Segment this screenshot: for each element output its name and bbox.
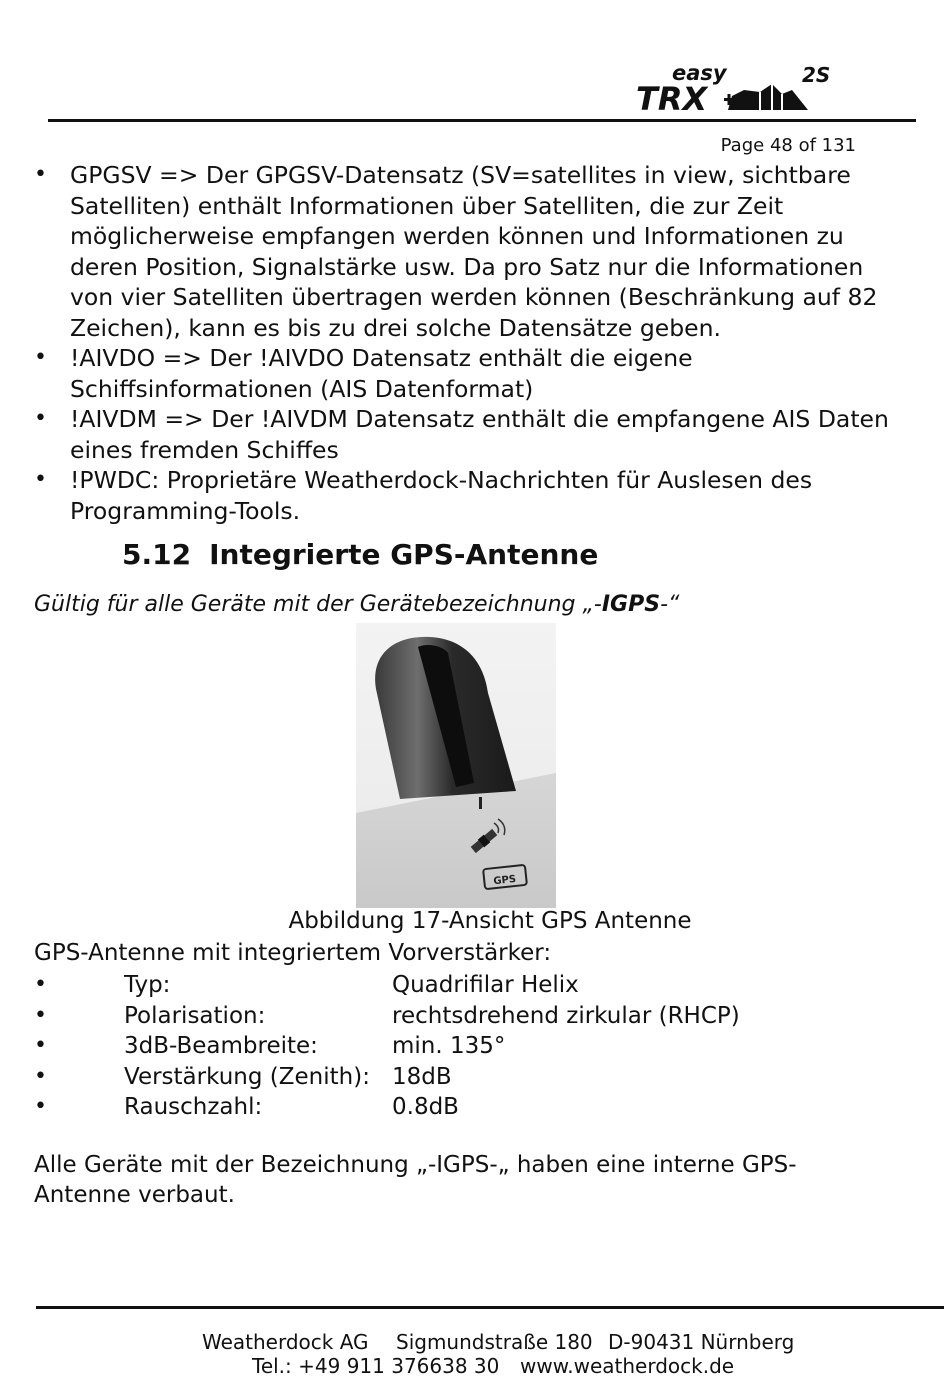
footer-address — [202, 1330, 794, 1354]
figure-caption: Abbildung 17-Ansicht GPS Antenne — [288, 908, 692, 934]
logo-2s-text: 2S — [802, 63, 831, 87]
gps-antenna-photo — [356, 623, 556, 908]
bullet-icon: • — [34, 1063, 47, 1089]
validity-note-code: IGPS — [601, 592, 661, 617]
footer-company: Weatherdock AG — [202, 1330, 369, 1354]
list-item: • !PWDC: Proprietäre Weatherdock-Nachrichten für Auslesen des Programming-Tools. — [34, 465, 894, 526]
validity-note — [34, 592, 679, 617]
internal-antenna-note: Alle Geräte mit der Bezeichnung „-IGPS-„ haben eine interne GPS-Antenne verbaut. — [34, 1152, 797, 1208]
bullet-icon: • — [34, 1033, 47, 1058]
spec-intro: GPS-Antenne mit integriertem Vorverstärker: — [34, 940, 552, 966]
footer-contact — [252, 1354, 734, 1378]
list-item: • !AIVDM => Der !AIVDM Datensatz enthält die empfangene AIS Daten eines fremden Schiffes — [34, 404, 894, 465]
list-item: • !AIVDO => Der !AIVDO Datensatz enthält die eigene Schiffsinformationen (AIS Datenformat) — [34, 343, 894, 404]
logo-easy-text: easy — [672, 61, 727, 85]
bullet-icon: • — [34, 1094, 47, 1119]
section-number: 5.12 — [122, 538, 192, 571]
list-item: • GPGSV => Der GPGSV-Datensatz (SV=satellites in view, sichtbare Satelliten) enthält Informationen über Satelliten, die zur Zeit möglicherweise empfangen werden können und Informationen zu deren Position, Signalstärke usw. Da pro Satz nur die Informationen von vier Satelliten übertragen werden können (Beschränkung auf 82 Zeichen), kann es bis zu drei solche Datensätze geben. — [34, 160, 894, 343]
logo-sail-icon — [724, 84, 808, 110]
spec-value: 18dB — [392, 1063, 452, 1090]
easy-trx-logo — [632, 60, 846, 116]
spec-label: 3dB-Beambreite: — [124, 1033, 318, 1059]
gps-badge-label: GPS — [492, 873, 517, 888]
spec-value: rechtsdrehend zirkular (RHCP) — [392, 1002, 740, 1029]
bullet-icon: • — [34, 1002, 47, 1028]
spec-label: Typ: — [124, 972, 171, 998]
page-number: Page 48 of 131 — [720, 135, 856, 156]
section-title: Integrierte GPS-Antenne — [209, 538, 599, 571]
spec-label: Verstärkung (Zenith): — [124, 1063, 370, 1090]
footer-divider — [36, 1306, 944, 1309]
spec-value: Quadrifilar Helix — [392, 972, 579, 998]
nmea-sentence-list — [34, 160, 894, 526]
bullet-icon: • — [34, 972, 47, 997]
logo-trx-text: TRX — [636, 80, 708, 116]
spec-label: Polarisation: — [124, 1002, 266, 1029]
spec-value: 0.8dB — [392, 1094, 459, 1120]
validity-note-suffix: -“ — [660, 592, 680, 617]
footer-website-link[interactable]: www.weatherdock.de — [520, 1354, 735, 1378]
footer-street: Sigmundstraße 180 — [396, 1330, 593, 1354]
header-divider — [48, 119, 916, 122]
footer-phone: Tel.: +49 911 376638 30 — [252, 1354, 500, 1378]
spec-label: Rauschzahl: — [124, 1094, 263, 1120]
footer-city: D-90431 Nürnberg — [608, 1330, 795, 1354]
validity-note-prefix: Gültig für alle Geräte mit der Gerätebezeichnung „- — [34, 592, 602, 617]
spec-value: min. 135° — [392, 1033, 506, 1059]
section-heading — [122, 538, 598, 571]
